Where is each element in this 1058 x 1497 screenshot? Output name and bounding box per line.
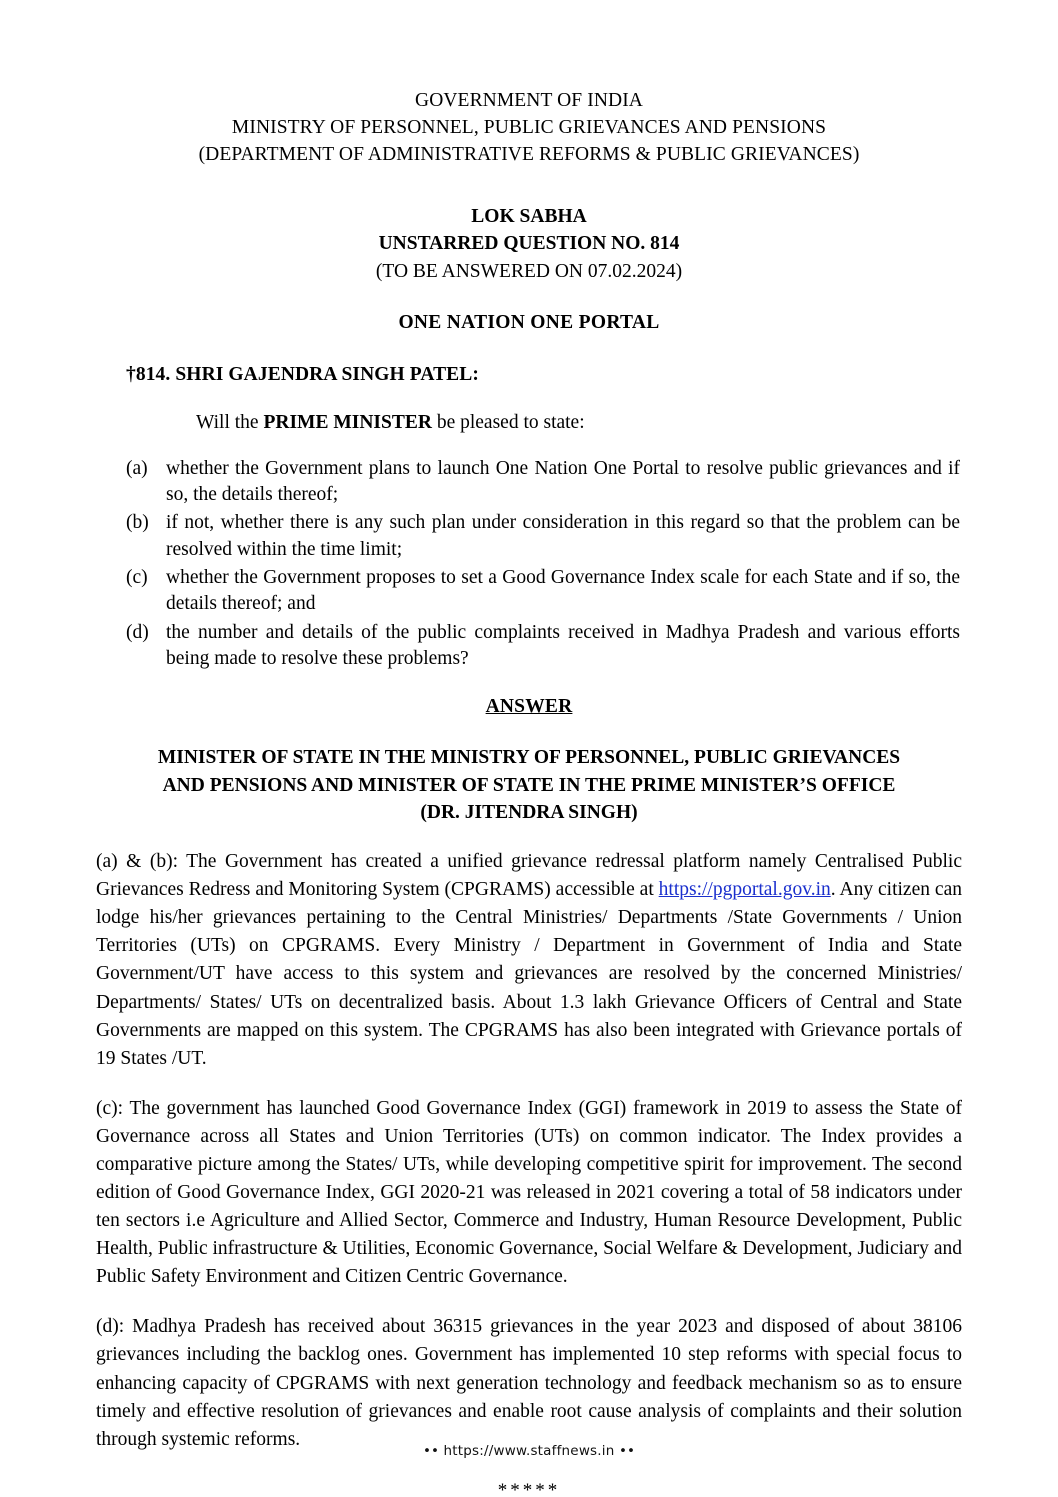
question-item: [96, 510, 962, 563]
question-text: whether the Government plans to launch One Nation One Portal to resolve public grievances and if so, the details thereof;: [166, 457, 960, 506]
answer-ab-text-2: . Any citizen can lodge his/her grievances pertaining to the Central Ministries/ Departments /State Governments / Union Territories (UTs) on CPGRAMS. Every Ministry / Department in Government of India and State Government/UT have access to this system and grievances are resolved by the concerned Ministries/ Departments/ States/ UTs on decentralized basis. About 1.3 lakh Grievance Officers of Central and State Governments are mapped on this system. The CPGRAMS has also been integrated with Grievance portals of 19 States /UT.: [96, 879, 962, 1069]
address-prefix: Will the: [196, 411, 264, 433]
question-label: (c): [126, 567, 148, 589]
answer-paragraph-c: (c): The government has launched Good Governance Index (GGI) framework in 2019 to assess the State of Governance across all States and Union Territories (UTs) on common indicator. The Index provides a comparative picture among the States/ UTs, while developing competitive spirit for improvement. The second edition of Good Governance Index, GGI 2020-21 was released in 2021 covering a total of 58 indicators under ten sectors i.e Agriculture and Allied Sector, Commerce and Industry, Human Resource Development, Public Health, Public infrastructure & Utilities, Economic Governance, Social Welfare & Development, Judiciary and Public Safety Environment and Citizen Centric Governance.: [96, 1097, 962, 1288]
question-item: [96, 565, 962, 618]
answer-date: (TO BE ANSWERED ON 07.02.2024): [375, 261, 683, 283]
house-block: [96, 203, 962, 286]
answering-minister: [96, 744, 962, 826]
footer-left-dots: ••: [423, 1443, 439, 1459]
address-minister: PRIME MINISTER: [263, 411, 432, 433]
question-text: if not, whether there is any such plan under consideration in this regard so that the problem can be resolved within the time limit;: [166, 512, 960, 560]
question-item: [96, 456, 962, 509]
minister-line-2: AND PENSIONS AND MINISTER OF STATE IN THE PRIME MINISTER’S OFFICE: [162, 774, 896, 796]
question-label: (a): [126, 457, 148, 479]
answer-ab-text-1: (a) & (b): The Government has created a unified grievance redressal platform namely Centralised Public Grievances Redress and Monitoring System (CPGRAMS) accessible at: [96, 851, 962, 901]
footer-url: https://www.staffnews.in: [443, 1443, 615, 1459]
question-item: [96, 620, 962, 673]
questioner-name: †814. SHRI GAJENDRA SINGH PATEL:: [126, 363, 479, 385]
address-suffix: be pleased to state:: [431, 411, 585, 433]
question-list: [96, 456, 962, 673]
footer-right-dots: ••: [619, 1443, 635, 1459]
pgportal-link[interactable]: https://pgportal.gov.in: [658, 879, 831, 901]
question-label: (b): [126, 512, 149, 534]
header-line-government: GOVERNMENT OF INDIA: [415, 90, 643, 111]
minister-line-1: MINISTER OF STATE IN THE MINISTRY OF PERSONNEL, PUBLIC GRIEVANCES: [157, 747, 901, 769]
page-footer: [0, 1443, 1058, 1459]
house-name: LOK SABHA: [471, 205, 587, 227]
question-label: (d): [126, 621, 149, 643]
question-number: UNSTARRED QUESTION NO. 814: [378, 233, 680, 255]
question-text: the number and details of the public complaints received in Madhya Pradesh and various efforts being made to resolve these problems?: [166, 621, 960, 669]
ministry-header: [96, 88, 962, 169]
address-line: [196, 412, 962, 434]
header-line-department: (DEPARTMENT OF ADMINISTRATIVE REFORMS & PUBLIC GRIEVANCES): [198, 143, 860, 165]
answer-heading: ANSWER: [485, 696, 573, 718]
question-text: whether the Government proposes to set a Good Governance Index scale for each State and if so, the details thereof; and: [166, 567, 960, 615]
question-subject: ONE NATION ONE PORTAL: [398, 311, 660, 333]
header-line-ministry: MINISTRY OF PERSONNEL, PUBLIC GRIEVANCES AND PENSIONS: [231, 116, 827, 138]
end-marker: *****: [497, 1479, 561, 1497]
answer-paragraph-d: (d): Madhya Pradesh has received about 36315 grievances in the year 2023 and disposed of about 38106 grievances including the backlog ones. Government has implemented 10 step reforms with special focus to enhancing capacity of CPGRAMS with next generation technology and feedback mechanism so as to ensure timely and effective resolution of grievances and enable root cause analysis of complaints and their solution through systemic reforms.: [96, 1316, 962, 1450]
minister-line-3: (DR. JITENDRA SINGH): [420, 801, 638, 823]
answer-paragraph-ab: [96, 848, 962, 1073]
